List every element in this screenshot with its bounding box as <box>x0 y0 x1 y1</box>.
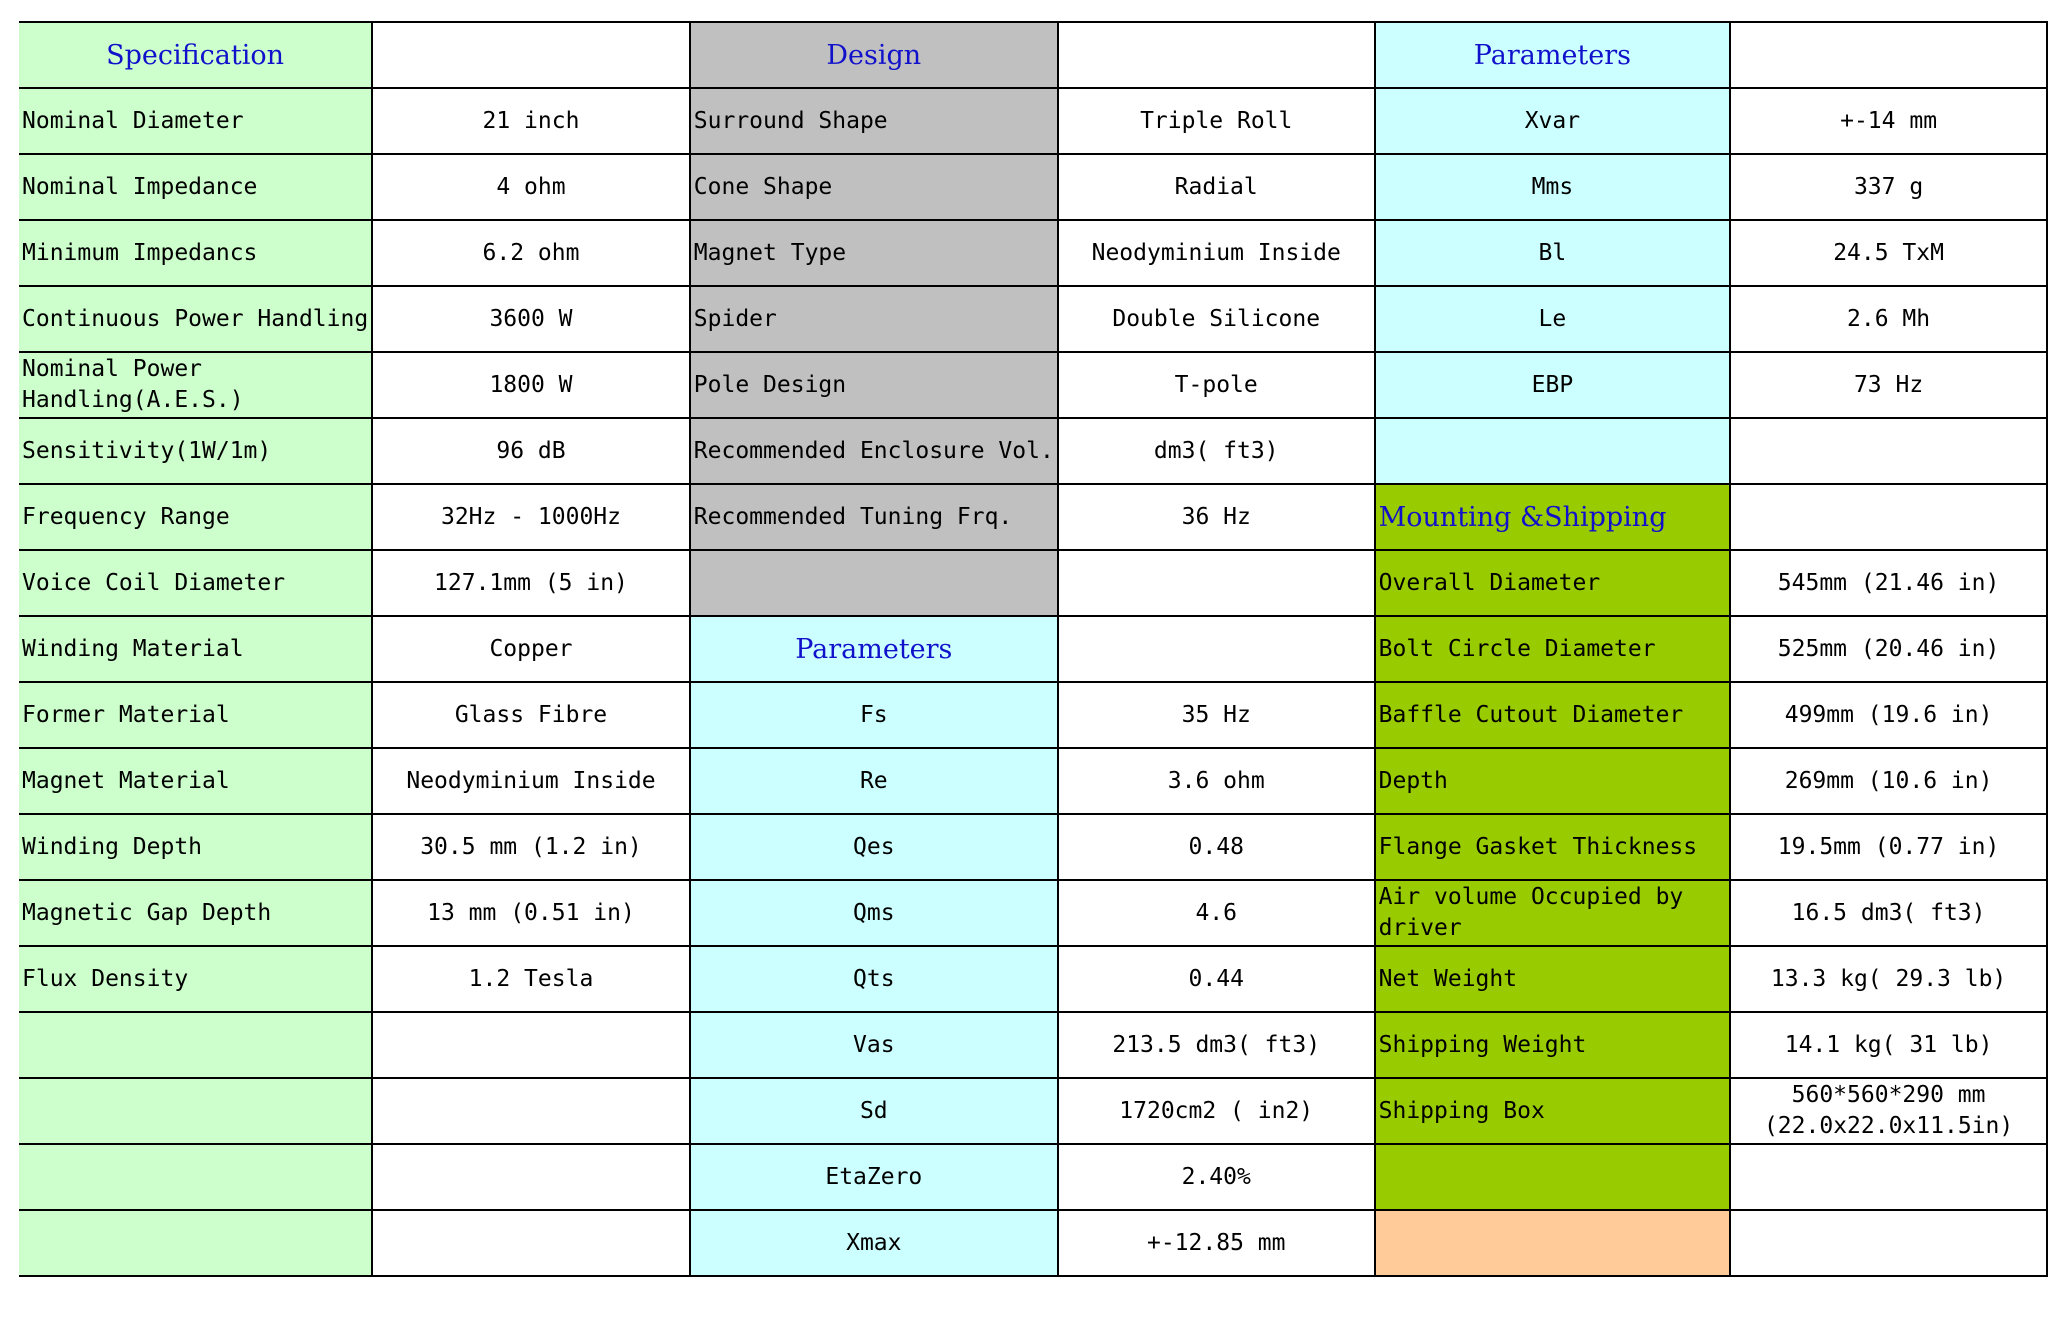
spec-label: Voice Coil Diameter <box>19 550 372 616</box>
design-value: T-pole <box>1058 352 1375 418</box>
spec-value: 21 inch <box>372 88 690 154</box>
spec-value: 30.5 mm (1.2 in) <box>372 814 690 880</box>
spec-label: Frequency Range <box>19 484 372 550</box>
spec-label: Former Material <box>19 682 372 748</box>
table-row <box>19 22 2047 88</box>
table-row <box>19 682 2047 748</box>
mounting-value: 525mm (20.46 in) <box>1730 616 2047 682</box>
parameter-value: 0.48 <box>1058 814 1375 880</box>
parameter-value: 24.5 TxM <box>1730 220 2047 286</box>
mounting-value: 19.5mm (0.77 in) <box>1730 814 2047 880</box>
empty-cell <box>1375 1210 1731 1276</box>
design-header: Design <box>690 22 1058 88</box>
empty-cell <box>19 1144 372 1210</box>
spec-label: Winding Material <box>19 616 372 682</box>
empty-cell <box>1058 22 1375 88</box>
parameter-value: 2.6 Mh <box>1730 286 2047 352</box>
spec-value: 6.2 ohm <box>372 220 690 286</box>
empty-cell <box>1730 484 2047 550</box>
mounting-label: Shipping Weight <box>1375 1012 1731 1078</box>
design-value: Double Silicone <box>1058 286 1375 352</box>
spec-label: Nominal Impedance <box>19 154 372 220</box>
spec-value: Neodyminium Inside <box>372 748 690 814</box>
mounting-value: 16.5 dm3( ft3) <box>1730 880 2047 946</box>
spec-label: Nominal Power Handling(A.E.S.) <box>19 352 372 418</box>
parameter-label: Xvar <box>1375 88 1731 154</box>
design-value: Radial <box>1058 154 1375 220</box>
table-row <box>19 748 2047 814</box>
spec-label: Nominal Diameter <box>19 88 372 154</box>
design-label: Surround Shape <box>690 88 1058 154</box>
design-value: Triple Roll <box>1058 88 1375 154</box>
empty-cell <box>1730 22 2047 88</box>
mounting-label: Overall Diameter <box>1375 550 1731 616</box>
parameter-value: 35 Hz <box>1058 682 1375 748</box>
design-value: Neodyminium Inside <box>1058 220 1375 286</box>
table-row <box>19 286 2047 352</box>
parameter-value: 73 Hz <box>1730 352 2047 418</box>
empty-cell <box>372 1078 690 1144</box>
mounting-value: 499mm (19.6 in) <box>1730 682 2047 748</box>
mounting-label: Shipping Box <box>1375 1078 1731 1144</box>
empty-cell <box>1058 550 1375 616</box>
spec-label: Continuous Power Handling <box>19 286 372 352</box>
mounting-value: 269mm (10.6 in) <box>1730 748 2047 814</box>
mounting-label: Flange Gasket Thickness <box>1375 814 1731 880</box>
spec-label: Winding Depth <box>19 814 372 880</box>
empty-cell <box>1375 418 1731 484</box>
table-row <box>19 1012 2047 1078</box>
empty-cell <box>372 1012 690 1078</box>
specification-header: Specification <box>19 22 372 88</box>
table-row <box>19 1078 2047 1144</box>
mounting-label: Air volume Occupied by driver <box>1375 880 1731 946</box>
table-row <box>19 484 2047 550</box>
spec-label: Magnet Material <box>19 748 372 814</box>
parameter-value: 2.40% <box>1058 1144 1375 1210</box>
table-row <box>19 814 2047 880</box>
parameter-label: Bl <box>1375 220 1731 286</box>
spec-value: 3600 W <box>372 286 690 352</box>
table-row <box>19 616 2047 682</box>
mounting-label: Net Weight <box>1375 946 1731 1012</box>
empty-cell <box>372 1144 690 1210</box>
empty-cell <box>1730 1144 2047 1210</box>
mounting-label: Baffle Cutout Diameter <box>1375 682 1731 748</box>
parameter-value: 213.5 dm3( ft3) <box>1058 1012 1375 1078</box>
spec-value: 13 mm (0.51 in) <box>372 880 690 946</box>
parameter-label: Re <box>690 748 1058 814</box>
mounting-value: 560*560*290 mm (22.0x22.0x11.5in) <box>1730 1078 2047 1144</box>
empty-cell <box>372 22 690 88</box>
empty-cell <box>1730 418 2047 484</box>
mounting-label: Bolt Circle Diameter <box>1375 616 1731 682</box>
empty-cell <box>19 1210 372 1276</box>
spec-value: 96 dB <box>372 418 690 484</box>
parameter-value: 337 g <box>1730 154 2047 220</box>
spec-value: Glass Fibre <box>372 682 690 748</box>
parameters-header-mid: Parameters <box>690 616 1058 682</box>
spec-sheet-table <box>19 21 2048 1277</box>
table-row <box>19 418 2047 484</box>
parameter-label: Mms <box>1375 154 1731 220</box>
parameter-value: 4.6 <box>1058 880 1375 946</box>
table-row <box>19 1144 2047 1210</box>
parameter-label: Sd <box>690 1078 1058 1144</box>
spec-value: 32Hz - 1000Hz <box>372 484 690 550</box>
empty-cell <box>690 550 1058 616</box>
parameter-label: Qms <box>690 880 1058 946</box>
parameter-value: 3.6 ohm <box>1058 748 1375 814</box>
table-row <box>19 352 2047 418</box>
spec-label: Sensitivity(1W/1m) <box>19 418 372 484</box>
empty-cell <box>19 1012 372 1078</box>
parameter-value: 1720cm2 ( in2) <box>1058 1078 1375 1144</box>
table-row <box>19 550 2047 616</box>
design-label: Pole Design <box>690 352 1058 418</box>
table-row <box>19 880 2047 946</box>
empty-cell <box>372 1210 690 1276</box>
empty-cell <box>1375 1144 1731 1210</box>
parameter-label: Le <box>1375 286 1731 352</box>
spec-value: 1.2 Tesla <box>372 946 690 1012</box>
table-row <box>19 220 2047 286</box>
parameters-header-top: Parameters <box>1375 22 1731 88</box>
spec-label: Flux Density <box>19 946 372 1012</box>
parameter-label: EBP <box>1375 352 1731 418</box>
parameter-value: +-12.85 mm <box>1058 1210 1375 1276</box>
parameter-label: Xmax <box>690 1210 1058 1276</box>
parameter-label: Qts <box>690 946 1058 1012</box>
parameter-label: Fs <box>690 682 1058 748</box>
spec-value: Copper <box>372 616 690 682</box>
spec-value: 127.1mm (5 in) <box>372 550 690 616</box>
design-label: Recommended Enclosure Vol. <box>690 418 1058 484</box>
mounting-value: 13.3 kg( 29.3 lb) <box>1730 946 2047 1012</box>
mounting-value: 14.1 kg( 31 lb) <box>1730 1012 2047 1078</box>
spec-label: Minimum Impedancs <box>19 220 372 286</box>
design-label: Recommended Tuning Frq. <box>690 484 1058 550</box>
parameter-label: Vas <box>690 1012 1058 1078</box>
design-label: Magnet Type <box>690 220 1058 286</box>
spec-label: Magnetic Gap Depth <box>19 880 372 946</box>
parameter-value: +-14 mm <box>1730 88 2047 154</box>
table-row <box>19 88 2047 154</box>
spec-value: 1800 W <box>372 352 690 418</box>
mounting-label: Depth <box>1375 748 1731 814</box>
spec-value: 4 ohm <box>372 154 690 220</box>
parameter-label: Qes <box>690 814 1058 880</box>
design-label: Spider <box>690 286 1058 352</box>
empty-cell <box>1730 1210 2047 1276</box>
design-value: dm3( ft3) <box>1058 418 1375 484</box>
table-row <box>19 946 2047 1012</box>
table-row <box>19 1210 2047 1276</box>
mounting-header: Mounting &Shipping <box>1375 484 1731 550</box>
parameter-label: EtaZero <box>690 1144 1058 1210</box>
parameter-value: 0.44 <box>1058 946 1375 1012</box>
design-value: 36 Hz <box>1058 484 1375 550</box>
empty-cell <box>19 1078 372 1144</box>
empty-cell <box>1058 616 1375 682</box>
table-row <box>19 154 2047 220</box>
mounting-value: 545mm (21.46 in) <box>1730 550 2047 616</box>
design-label: Cone Shape <box>690 154 1058 220</box>
